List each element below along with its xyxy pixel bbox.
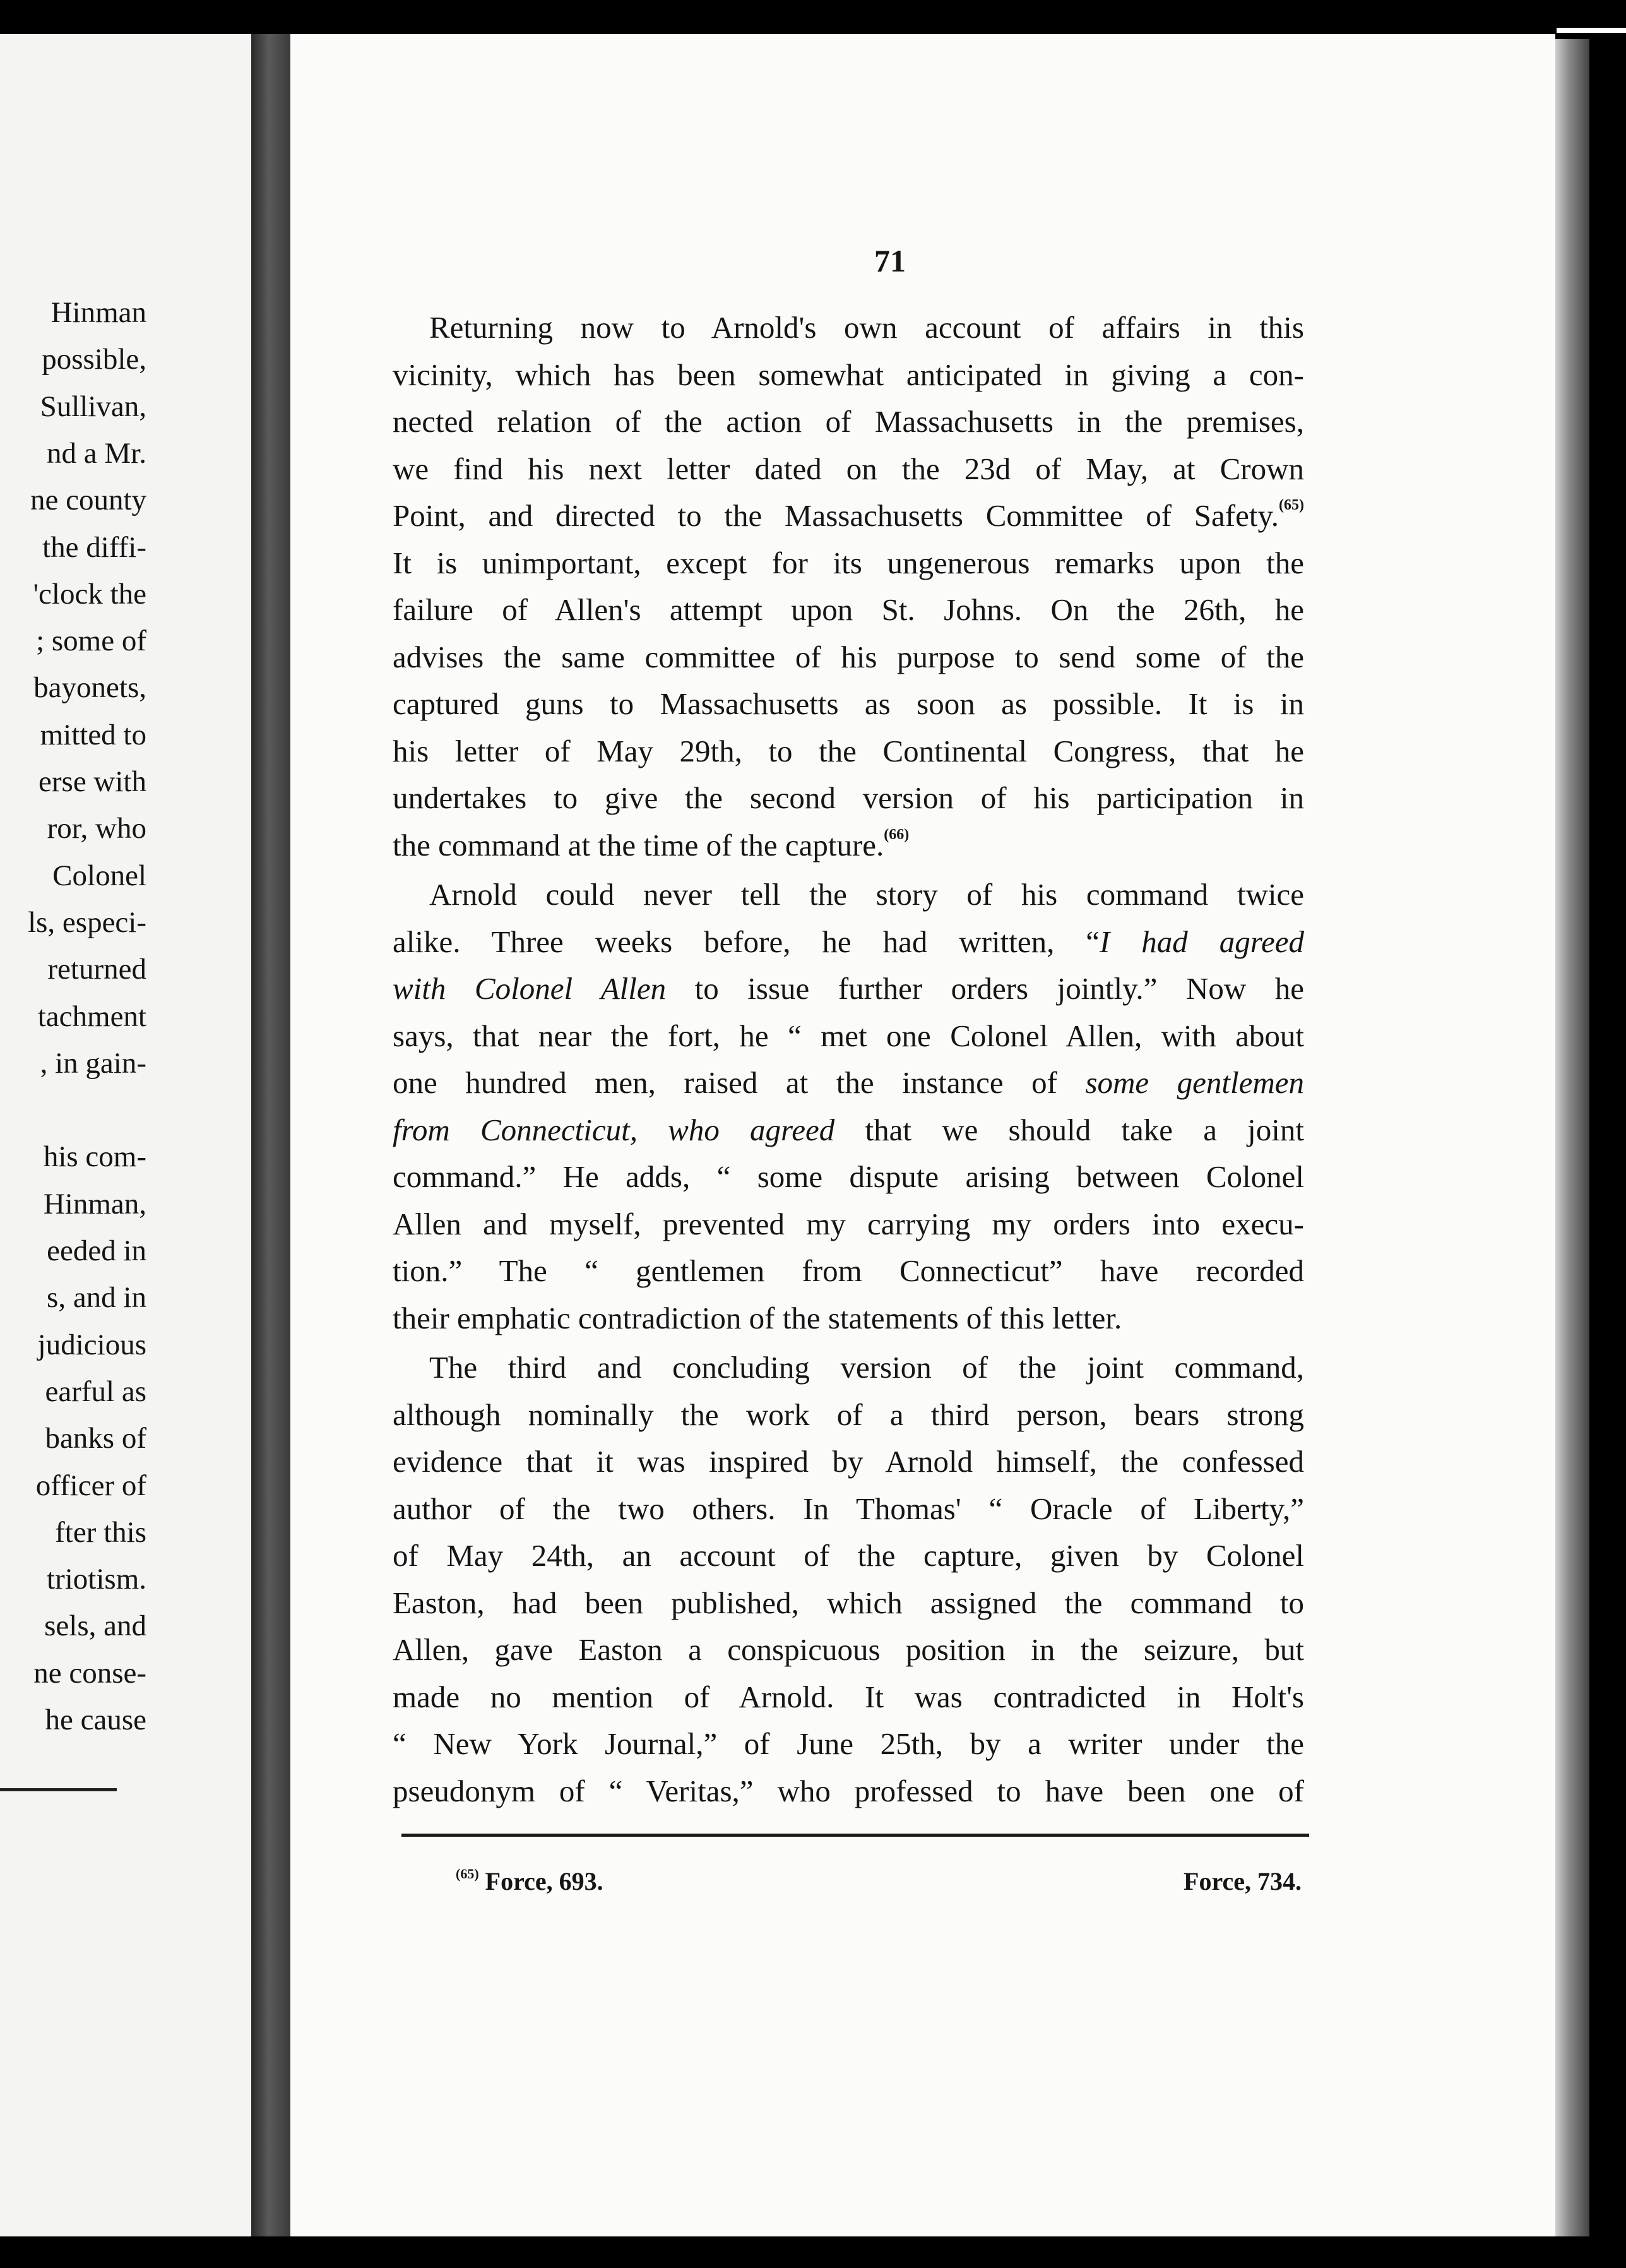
page-number: 71	[874, 243, 906, 278]
right-page	[290, 34, 1555, 2236]
text-span: to issue further orders jointly.” Now he	[666, 971, 1304, 1006]
text-line: his letter of May 29th, to the Continental Congress, that he	[393, 733, 1304, 768]
left-page-line: judicious	[37, 1328, 146, 1361]
left-page-line: bayonets,	[33, 671, 146, 705]
left-page-line: , in gain-	[40, 1046, 146, 1080]
footnote-marker: (65)	[456, 1866, 479, 1882]
text-line	[393, 1059, 1304, 1107]
left-page-line: nd a Mr.	[47, 436, 146, 470]
book-gutter	[251, 34, 290, 2236]
text-line: although nominally the work of a third person, bears strong	[393, 1397, 1304, 1432]
left-page-fragment	[0, 34, 251, 2236]
footnote-ref-65: (65)	[1279, 497, 1304, 513]
left-page-line: Hinman,	[43, 1187, 146, 1221]
text-line: nected relation of the action of Massachusetts in the premises,	[393, 404, 1304, 439]
left-page-line: eeded in	[47, 1234, 146, 1267]
text-span: that we should take a joint	[834, 1112, 1305, 1147]
left-page-line: he cause	[45, 1704, 146, 1736]
footnote-66: Force, 734.	[1184, 1867, 1302, 1895]
text-line: The third and concluding version of the joint command,	[429, 1350, 1304, 1385]
left-page-line: fter this	[55, 1515, 146, 1549]
text-line: captured guns to Massachusetts as soon as possible. It is in	[393, 686, 1304, 721]
corner-mark	[1557, 28, 1626, 33]
text-line: author of the two others. In Thomas' “ Oracle of Liberty,”	[393, 1491, 1304, 1526]
text-line: advises the same committee of his purpose to send some of the	[393, 639, 1304, 674]
text-line: their emphatic contradiction of the statements of this letter.	[393, 1300, 1122, 1335]
left-page-line: ne county	[30, 484, 146, 517]
footnote-text: Force, 693.	[478, 1867, 603, 1895]
body-text	[393, 304, 1304, 1815]
left-page-line: Hinman	[50, 296, 146, 329]
text-span: one hundred men, raised at the instance of	[393, 1065, 1086, 1100]
left-page-line: s, and in	[47, 1281, 146, 1315]
left-footnote-divider	[0, 1788, 117, 1791]
left-page-line: triotism.	[47, 1563, 146, 1596]
text-line: undertakes to give the second version of his participation in	[393, 780, 1304, 815]
text-line: evidence that it was inspired by Arnold himself, the confessed	[393, 1444, 1304, 1479]
text-line: pseudonym of “ Veritas,” who professed to have been one of	[393, 1773, 1304, 1808]
text-line	[393, 492, 1304, 540]
text-line: “ New York Journal,” of June 25th, by a writer under the	[393, 1726, 1304, 1761]
footnote-ref-66: (66)	[884, 826, 910, 843]
text-span: Point, and directed to the Massachusetts Committee of Safety.	[393, 498, 1279, 533]
text-line	[393, 822, 1304, 869]
text-span: the command at the time of the capture.	[393, 827, 884, 862]
italic-quote: from Connecticut, who agreed	[393, 1112, 835, 1147]
paragraph-1	[393, 304, 1304, 869]
text-line: Arnold could never tell the story of his command twice	[429, 877, 1304, 912]
footnote-65	[456, 1866, 603, 1896]
text-line: made no mention of Arnold. It was contradicted in Holt's	[393, 1679, 1304, 1714]
left-page-line: ls, especi-	[28, 905, 146, 939]
left-page-line: mitted to	[40, 718, 146, 751]
paragraph-3	[393, 1344, 1304, 1815]
left-page-line: his com-	[43, 1140, 146, 1174]
paragraph-2	[393, 871, 1304, 1342]
text-line: says, that near the fort, he “ met one Colonel Allen, with about	[393, 1018, 1304, 1053]
text-line: failure of Allen's attempt upon St. Johns. On the 26th, he	[393, 592, 1304, 627]
left-page-line: Colonel	[52, 859, 146, 892]
text-span: alike. Three weeks before, he had written, “	[393, 924, 1100, 959]
text-line: of May 24th, an account of the capture, given by Colonel	[393, 1538, 1304, 1573]
text-line: Allen and myself, prevented my carrying my orders into execu-	[393, 1206, 1304, 1241]
footnote-divider	[401, 1834, 1309, 1837]
left-page-line: tachment	[37, 1000, 146, 1033]
text-line: Easton, had been published, which assigned the command to	[393, 1585, 1304, 1620]
left-page-line: the diffi-	[42, 530, 146, 564]
text-line: vicinity, which has been somewhat anticipated in giving a con-	[393, 357, 1304, 392]
left-page-line: Sullivan,	[40, 390, 146, 423]
left-page-line: ; some of	[36, 624, 146, 658]
text-line: Allen, gave Easton a conspicuous position in the seizure, but	[393, 1632, 1304, 1667]
left-page-line: ror, who	[47, 812, 146, 845]
text-line	[393, 1107, 1304, 1154]
italic-quote: some gentlemen	[1085, 1065, 1304, 1100]
text-line: we find his next letter dated on the 23d of May, at Crown	[393, 451, 1304, 486]
page-edge	[1555, 39, 1589, 2236]
left-page-line: earful as	[45, 1375, 146, 1408]
text-line: tion.” The “ gentlemen from Connecticut” have recorded	[393, 1253, 1304, 1288]
italic-quote: I had agreed	[1100, 924, 1304, 959]
left-page-line: officer of	[35, 1469, 146, 1502]
left-page-line: erse with	[39, 765, 146, 798]
left-page-line: possible,	[42, 343, 146, 376]
left-page-line: sels, and	[44, 1609, 146, 1643]
text-line: command.” He adds, “ some dispute arising between Colonel	[393, 1159, 1304, 1194]
italic-quote: with Colonel Allen	[393, 971, 667, 1006]
left-page-line: returned	[47, 953, 146, 986]
left-page-line: ne conse-	[33, 1656, 146, 1690]
left-page-line: 'clock the	[33, 577, 146, 611]
left-page-line: banks of	[45, 1422, 146, 1455]
text-line: It is unimportant, except for its ungenerous remarks upon the	[393, 545, 1304, 580]
text-line	[393, 965, 1304, 1013]
text-line: Returning now to Arnold's own account of affairs in this	[429, 310, 1304, 345]
text-line	[393, 919, 1304, 966]
